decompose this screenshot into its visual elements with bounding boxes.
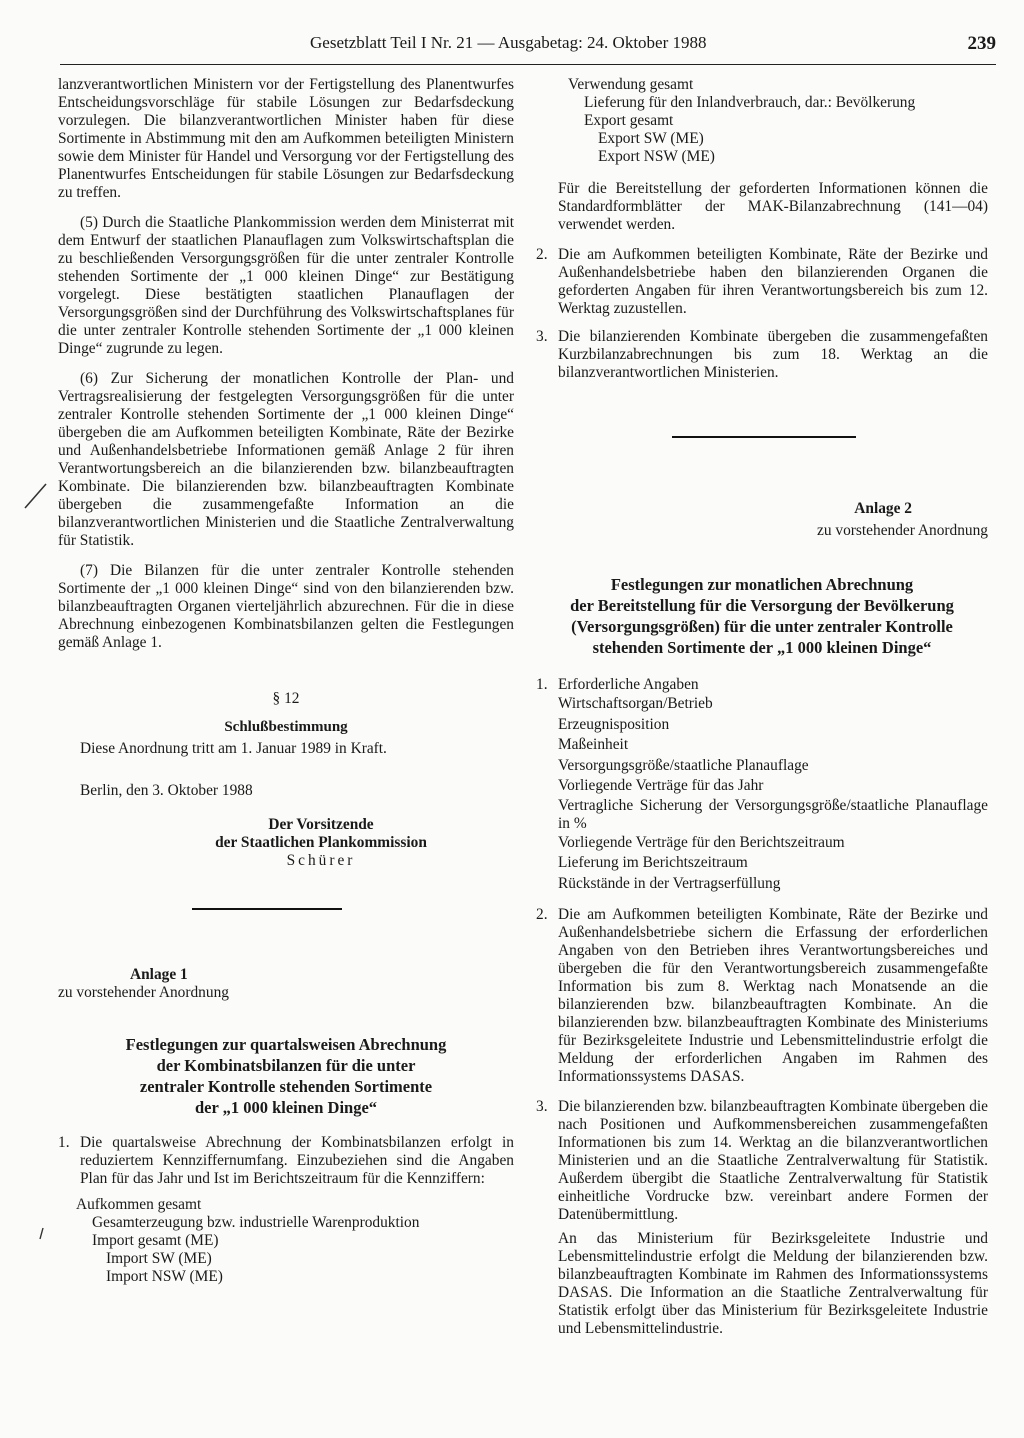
list-item: 3. Die bilanzierenden bzw. bilanzbeauftragten Kombinate übergeben die nach Positionen und Aufkommensbereichen zusammengefaßten Informationen bis zum 14. Werktag an die bilanzverantwortlichen Ministerien und an die Staatliche Zentralverwaltung für Statistik. Außerdem übergibt die Staatliche Zentralverwaltung für Statistik einheitliche Vordrucke bzw. vereinbart andere Formen der Datenübermittlung. An das Ministerium für Bezirksgeleitete Industrie und Lebensmittelindustrie erfolgt die Meldung der bilanzierenden bzw. bilanzbeauftragten Kombinate im Rahmen des Informationssystems DASAS. Die Information an die Staatliche Zentralverwaltung für Statistik erfolgt über das Ministerium für Bezirksgeleitete Industrie und Lebensmittelindustrie.: [536, 1098, 988, 1337]
list-item: 1. Die quartalsweise Abrechnung der Kombinatsbilanzen erfolgt in reduziertem Kennziffernumfang. Einzubeziehen sind die Angaben Plan für das Jahr und Ist im Berichtszeitraum für die Kennziffern:: [58, 1134, 514, 1187]
paragraph-6: (6) Zur Sicherung der monatlichen Kontrolle der Plan- und Vertragsrealisierung der festgelegten Versorgungsgrößen für die unter zentraler Kontrolle stehenden Sortimente der „1 000 kleinen Dinge“ übergeben die am Aufkommen beteiligten Kombinate, Räte der Bezirke und Außenhandelsbetriebe Informationen gemäß Anlage 2 für ihren Verantwortungsbereich an die bilanzierenden bzw. bilanzbeauftragten Kombinate. Die bilanzierenden bzw. bilanzbeauftragten Kombinate übergeben die zusammengefaßte Information an die bilanzverantwortlichen Ministerien und die Staatliche Zentralverwaltung für Statistik.: [58, 370, 514, 549]
list-item: Aufkommen gesamt: [76, 1196, 202, 1213]
signer-title-2: der Staatlichen Plankommission: [215, 834, 427, 851]
margin-mark-icon: [36, 1226, 46, 1242]
section-number: § 12: [272, 690, 300, 707]
list-item: 2. Die am Aufkommen beteiligten Kombinate, Räte der Bezirke und Außenhandelsbetriebe haben den bilanzierenden Organen die geforderten Angaben für ihren Verantwortungsbereich bis zum 12. Werktag zuzustellen.: [536, 246, 988, 317]
page-header: [60, 30, 996, 65]
verwendung-list: [536, 76, 988, 166]
anlage-1-subtitle: zu vorstehender Anordnung: [58, 984, 229, 1001]
list-item: Verwendung gesamt: [568, 76, 694, 93]
kennziffern-list: [58, 1196, 514, 1286]
list-item: Vertragliche Sicherung der Versorgungsgröße/staatliche Planauflage in %: [558, 796, 988, 832]
section-text: Diese Anordnung tritt am 1. Januar 1989 in Kraft.: [80, 740, 387, 757]
anlage-1-heading: Festlegungen zur quartalsweisen Abrechnung der Kombinatsbilanzen für die unter zentraler Kontrolle stehenden Sortimente der „1 000 kleinen Dinge“: [125, 1035, 447, 1117]
anlage-1-list-cont: [536, 246, 988, 382]
anlage-2-heading: Festlegungen zur monatlichen Abrechnung der Bereitstellung für die Versorgung der Bevölkerung (Versorgungsgrößen) für die unter zentraler Kontrolle stehenden Sortimente der „1 000 kleinen Dinge“: [570, 575, 954, 657]
list-item: Versorgungsgröße/staatliche Planauflage: [558, 756, 809, 774]
list-item: Vorliegende Verträge für das Jahr: [558, 777, 764, 794]
list-item: Rückstände in der Vertragserfüllung: [558, 874, 781, 892]
list-item: Import NSW (ME): [106, 1268, 223, 1285]
paragraph-5: (5) Durch die Staatliche Plankommission werden dem Ministerrat mit dem Entwurf der staatlichen Planauflagen zum Volkswirtschaftsplan die zu beschließenden Versorgungsgrößen für die unter zentraler Kontrolle stehenden Sortimente der „1 000 kleinen Dinge“ zur Bestätigung vorgelegt. Diese bestätigten staatlichen Planauflagen der Versorgungsgrößen sind der Durchführung des Volkswirtschaftsplanes für die unter zentraler Kontrolle stehenden Sortimente der „1 000 kleinen Dinge“ zugrunde zu legen.: [58, 214, 514, 357]
list-item: Export NSW (ME): [598, 148, 715, 165]
list-item: 3. Die bilanzierenden Kombinate übergeben die zusammengefaßten Kurzbilanzabrechnungen bis zum 18. Werktag an die bilanzverantwortlichen Ministerien.: [536, 328, 988, 381]
list-item: Wirtschaftsorgan/Betrieb: [558, 695, 713, 712]
place-date: Berlin, den 3. Oktober 1988: [80, 782, 253, 799]
list-item: Export SW (ME): [598, 130, 704, 147]
list-item: Erzeugnisposition: [558, 715, 670, 733]
signer-title-1: Der Vorsitzende: [268, 816, 374, 833]
list-item: Import SW (ME): [106, 1250, 212, 1267]
header-title: Gesetzblatt Teil I Nr. 21 — Ausgabetag: 24. Oktober 1988: [310, 33, 707, 52]
list-item: Export gesamt: [584, 112, 674, 129]
list-item: Vorliegende Verträge für den Berichtszeitraum: [558, 833, 845, 851]
left-column: [58, 76, 514, 1286]
section-title: Schlußbestimmung: [224, 719, 348, 735]
list-item: Lieferung für den Inlandverbrauch, dar.: Bevölkerung: [584, 94, 916, 111]
anlage-2-subtitle: zu vorstehender Anordnung: [817, 522, 988, 539]
anlage-1-title: Anlage 1: [130, 966, 188, 983]
list-item: 2. Die am Aufkommen beteiligten Kombinate, Räte der Bezirke und Außenhandelsbetriebe sichern die Erfassung der erforderlichen Angaben von den Betrieben ihres Verantwortungsbereiches und übergeben die für den Verantwortungsbereich zusammengefaßte Information bis zum 8. Werktag nach Monatsende an die bilanzierenden bzw. bilanzbeauftragten Kombinate. An die bilanzierenden bzw. bilanzbeauftragten Kombinate des Ministeriums für Bezirksgeleitete Industrie und Lebensmittelindustrie erfolgt die Meldung der erforderlichen Angaben im Rahmen des Informationssystems DASAS.: [536, 906, 988, 1085]
anlage-2-title: Anlage 2: [854, 500, 912, 517]
bereitstellung-paragraph: Für die Bereitstellung der geforderten Informationen können die Standardformblätter der MAK-Bilanzabrechnung (141—04) verwendet werden.: [558, 180, 988, 233]
erforderliche-angaben-list: [558, 694, 988, 894]
paragraph-7: (7) Die Bilanzen für die unter zentraler Kontrolle stehenden Sortimente der „1 000 kleinen Dinge“ sind von den bilanzierenden bzw. bilanzbeauftragten Organen vierteljährlich abzurechnen. Für die in diese Abrechnung einbezogenen Kombinatsbilanzen gelten die Festlegungen gemäß Anlage 1.: [58, 562, 514, 651]
page-number: 239: [967, 33, 996, 54]
anlage-1-list: [58, 1134, 514, 1188]
anlage-2-list: [536, 676, 988, 1338]
list-item: Gesamterzeugung bzw. industrielle Warenproduktion: [92, 1214, 420, 1231]
list-item: 1. Erforderliche Angaben Wirtschaftsorgan/Betrieb Erzeugnisposition Maßeinheit Versorgungsgröße/staatliche Planauflage Vorliegende Verträge für das Jahr Vertragliche Sicherung der Versorgungsgröße/staatliche Planauflage in % Vorliegende Verträge für den Berichtszeitraum Lieferung im Berichtszeitraum Rückstände in der Vertragserfüllung: [536, 676, 988, 894]
signer-name: Schürer: [286, 852, 356, 869]
list-item: Import gesamt (ME): [92, 1232, 219, 1249]
list-item: Lieferung im Berichtszeitraum: [558, 854, 748, 871]
paragraph-continued: lanzverantwortlichen Ministern vor der Fertigstellung des Planentwurfes Entscheidungsvorschläge für stabile Lösungen zur Bedarfsdeckung vorzulegen. Die bilanzverantwortlichen Minister haben für diese Sortimente in Abstimmung mit den am Aufkommen beteiligten Ministern sowie dem Minister für Handel und Versorgung vor der Fertigstellung des Planentwurfes Entscheidungen für stabile Lösungen zur Bedarfsdeckung zu treffen.: [58, 76, 514, 201]
list-item: Maßeinheit: [558, 736, 629, 753]
right-column: [536, 76, 988, 1338]
margin-mark-icon: [22, 482, 48, 510]
